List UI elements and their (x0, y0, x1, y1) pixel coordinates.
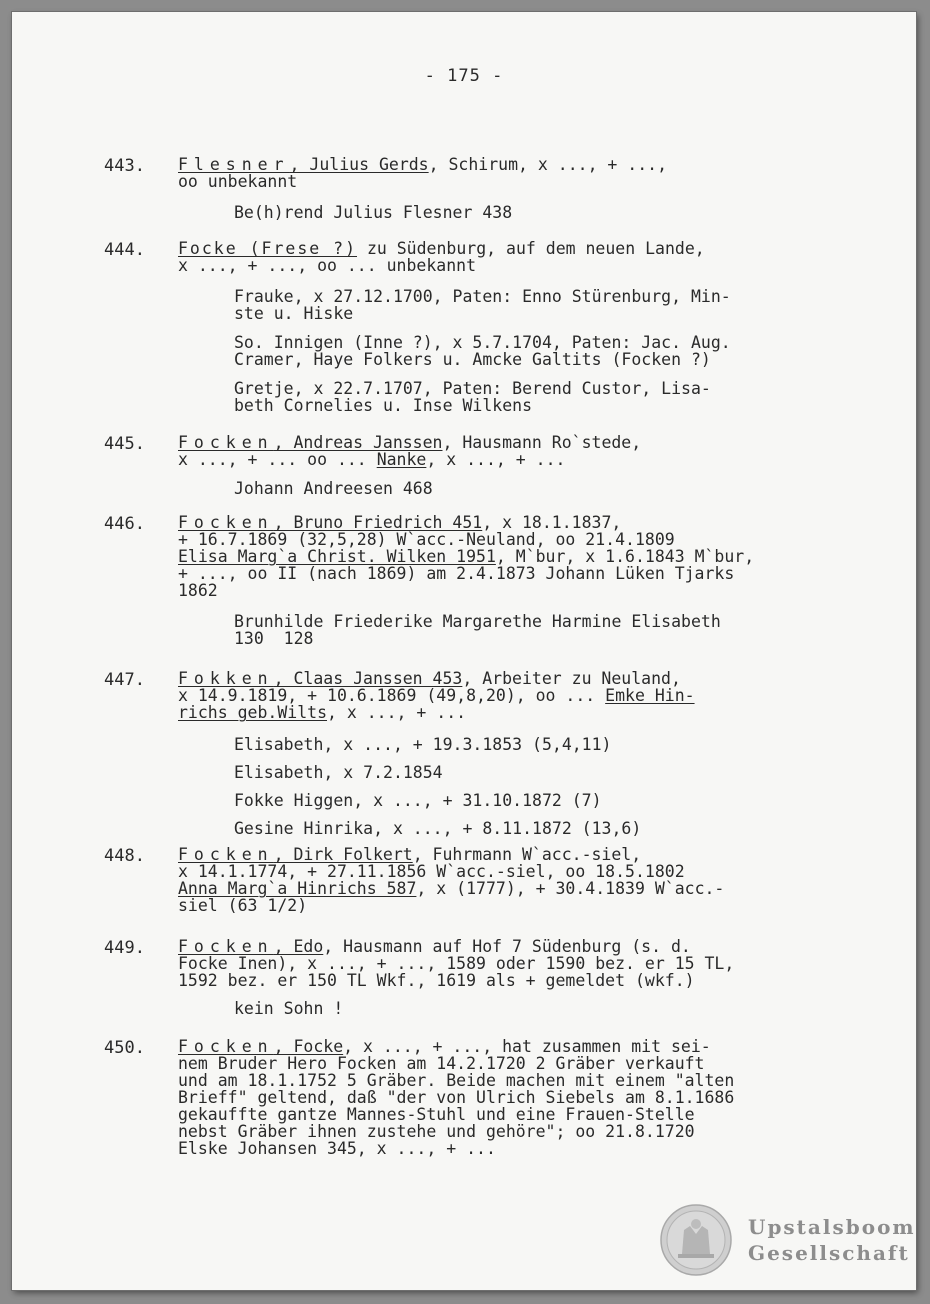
entry-text: , Fuhrmann W`acc.-siel, (412, 845, 642, 864)
child-line: So. Innigen (Inne ?), x 5.7.1704, Paten: Jac. Aug. (234, 333, 731, 352)
entry-text: zu Südenburg, auf dem neuen Lande, (357, 239, 705, 258)
child-line: Johann Andreesen 468 (234, 479, 433, 498)
entry-text: , Schirum, x ..., + ..., (428, 155, 668, 174)
child-line: Elisabeth, x ..., + 19.3.1853 (5,4,11) (234, 735, 612, 754)
given-name: , Dirk Folkert (273, 845, 413, 864)
surname: Flesner (178, 155, 290, 174)
spouse-name: Anna Marg`a Hinrichs 587 (178, 879, 417, 898)
entry-text: , x 18.1.1837, (482, 513, 622, 532)
given-name: , Claas Janssen 453 (273, 669, 463, 688)
entry-number: 444. (104, 240, 145, 260)
society-name-line1: Upstalsboom (748, 1215, 916, 1239)
entry-line: Brieff" geltend, daß "der von Ulrich Siebels am 8.1.1686 (178, 1088, 735, 1107)
entry-line (178, 514, 621, 531)
entry-line: Elske Johansen 345, x ..., + ... (178, 1139, 496, 1158)
entry-text: , x ..., + ... (327, 703, 467, 722)
entry-text: , Arbeiter zu Neuland, (462, 669, 681, 688)
entry-line (178, 938, 691, 955)
entry-number: 443. (104, 156, 145, 176)
entry-text: , M`bur, x 1.6.1843 M`bur, (495, 547, 755, 566)
spouse-name: Emke Hin- (605, 686, 695, 705)
entry-line (178, 846, 641, 863)
surname: Fokken (178, 669, 274, 688)
surname: Focken (178, 433, 274, 452)
entry-line: + ..., oo II (nach 1869) am 2.4.1873 Johann Lüken Tjarks (178, 564, 735, 583)
entry-line: gekauffte gantze Mannes-Stuhl und eine Frauen-Stelle (178, 1105, 695, 1124)
entry-line (178, 880, 724, 897)
page-number: - 175 - (424, 66, 504, 86)
entry-number: 448. (104, 846, 145, 866)
child-line: ste u. Hiske (234, 304, 354, 323)
child-line: beth Cornelies u. Inse Wilkens (234, 396, 533, 415)
entry-text: , x (1777), + 30.4.1839 W`acc.- (416, 879, 725, 898)
society-watermark (748, 1214, 916, 1266)
spouse-name: Elisa Marg`a Christ. Wilken 1951 (178, 547, 496, 566)
entry-line: 1592 bez. er 150 TL Wkf., 1619 als + gemeldet (wkf.) (178, 971, 695, 990)
entry-line: Focke Inen), x ..., + ..., 1589 oder 1590 bez. er 15 TL, (178, 954, 735, 973)
child-line: Cramer, Haye Folkers u. Amcke Galtits (Focken ?) (234, 350, 711, 369)
entry-line (178, 240, 705, 257)
given-name: , Focke (273, 1037, 344, 1056)
entry-line (178, 1038, 711, 1055)
given-name: , Edo (273, 937, 324, 956)
society-seal-icon (660, 1204, 732, 1276)
child-line: Fokke Higgen, x ..., + 31.10.1872 (7) (234, 791, 602, 810)
society-name-line2: Gesellschaft (748, 1241, 910, 1265)
entry-line: x ..., + ..., oo ... unbekannt (178, 256, 477, 275)
document-page (12, 12, 916, 1290)
given-name: , Andreas Janssen (273, 433, 443, 452)
entry-text: x 14.9.1819, + 10.6.1869 (49,8,20), oo ... (178, 686, 606, 705)
entry-line: 1862 (178, 581, 218, 600)
child-line: Gretje, x 22.7.1707, Paten: Berend Custor, Lisa- (234, 379, 711, 398)
entry-text: , x ..., + ... (426, 450, 566, 469)
surname: Focke (Frese ?) (178, 239, 358, 258)
entry-line (178, 548, 754, 565)
entry-line: oo unbekannt (178, 172, 298, 191)
entry-line: siel (63 1/2) (178, 896, 308, 915)
child-line: kein Sohn ! (234, 999, 344, 1018)
entry-line (178, 451, 565, 468)
given-name: , Bruno Friedrich 451 (273, 513, 483, 532)
entry-text: , Hausmann auf Hof 7 Südenburg (s. d. (323, 937, 691, 956)
entry-line: nem Bruder Hero Focken am 14.2.1720 2 Gräber verkauft (178, 1054, 705, 1073)
surname: Focken (178, 937, 274, 956)
child-line: Gesine Hinrika, x ..., + 8.11.1872 (13,6) (234, 819, 642, 838)
entry-number: 450. (104, 1038, 145, 1058)
entry-text: x ..., + ... oo ... (178, 450, 377, 469)
entry-text: , Hausmann Ro`stede, (442, 433, 642, 452)
entry-number: 445. (104, 434, 145, 454)
entry-line (178, 687, 695, 704)
entry-text: , x ..., + ..., hat zusammen mit sei- (343, 1037, 711, 1056)
surname: Focken (178, 1037, 274, 1056)
surname: Focken (178, 513, 274, 532)
entry-line: und am 18.1.1752 5 Gräber. Beide machen mit einem "alten (178, 1071, 735, 1090)
child-line: Be(h)rend Julius Flesner 438 (234, 203, 513, 222)
entry-line (178, 434, 641, 451)
given-name: , Julius Gerds (289, 155, 429, 174)
entry-number: 449. (104, 938, 145, 958)
surname: Focken (178, 845, 274, 864)
child-line: Frauke, x 27.12.1700, Paten: Enno Stürenburg, Min- (234, 287, 731, 306)
entry-line (178, 704, 466, 721)
child-line: Brunhilde Friederike Margarethe Harmine Elisabeth (234, 612, 721, 631)
spouse-name: richs geb.Wilts (178, 703, 328, 722)
spouse-name: Nanke (376, 450, 427, 469)
entry-number: 447. (104, 670, 145, 690)
entry-number: 446. (104, 514, 145, 534)
child-line: Elisabeth, x 7.2.1854 (234, 763, 443, 782)
entry-line: nebst Gräber ihnen zustehe und gehöre"; oo 21.8.1720 (178, 1122, 695, 1141)
child-line: 130 128 (234, 629, 314, 648)
entry-line: + 16.7.1869 (32,5,28) W`acc.-Neuland, oo 21.4.1809 (178, 530, 675, 549)
entry-line (178, 156, 667, 173)
entry-line: x 14.1.1774, + 27.11.1856 W`acc.-siel, oo 18.5.1802 (178, 862, 685, 881)
entry-line (178, 670, 681, 687)
